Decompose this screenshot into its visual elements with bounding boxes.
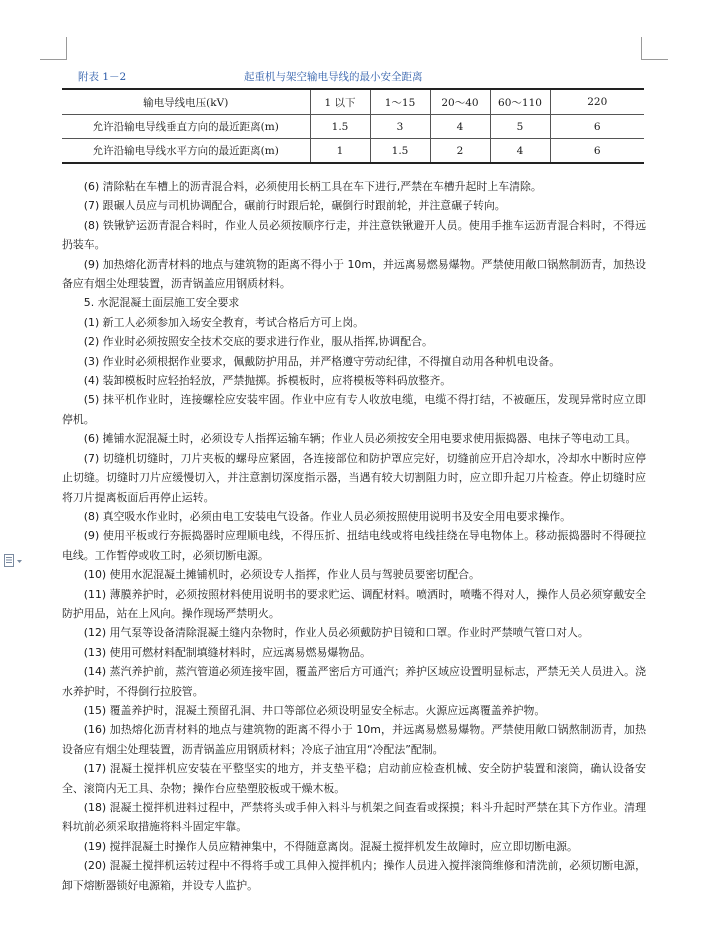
table-cell: 1 (310, 139, 370, 164)
table-cell: 输电导线电压(kV) (62, 89, 310, 115)
paragraph: (8) 真空吸水作业时，必须由电工安装电气设备。作业人员必须按照使用说明书及安全用电要求操作。 (83, 509, 571, 523)
table-cell: 3 (370, 115, 430, 139)
table-cell: 5 (490, 115, 550, 139)
paragraph: (7) 切缝机切缝时，刀片夹板的螺母应紧固，各连接部位和防护罩应完好，切缝前应开启冷却水，冷却水中断时应停止切缝。切缝时刀片应缓慢切入，并注意割切深度指示器，当遇有较大切割阻力时，应立即升起刀片检查。停止切缝时应将刀片提离板面后再停止运转。 (62, 451, 646, 504)
paragraph: (19) 搅拌混凝土时操作人员应精神集中，不得随意离岗。混凝土搅拌机发生故障时，应立即切断电源。 (83, 839, 578, 853)
document-icon[interactable] (3, 553, 25, 567)
table-number: 附表 1－2 (78, 71, 127, 83)
paragraph: (12) 用气泵等设备清除混凝土缝内杂物时，作业人员必须戴防护目镜和口罩。作业时严禁喷气管口对人。 (83, 626, 589, 640)
paragraph: (11) 薄膜养护时，必须按照材料使用说明书的要求贮运、调配材料。喷洒时，喷嘴不得对人，操作人员必须穿戴安全防护用品，站在上风向。操作现场严禁明火。 (62, 587, 646, 620)
paragraph: (17) 混凝土搅拌机应安装在平整坚实的地方，并支垫平稳；启动前应检查机械、安全防护装置和滚筒，确认设备安全、滚筒内无工具、杂物；操作台应垫塑胶板或干燥木板。 (62, 762, 646, 795)
crop-mark-top-left (40, 37, 67, 60)
paragraph: (10) 使用水泥混凝土摊铺机时，必须设专人指挥，作业人员与驾驶员要密切配合。 (83, 568, 480, 582)
document-body (62, 177, 646, 895)
paragraph: (20) 混凝土搅拌机运转过程中不得将手或工具伸入搅拌机内；操作人员进入搅拌滚筒维修和清洗前，必须切断电源，卸下熔断器锁好电源箱，并设专人监护。 (62, 859, 646, 892)
table-cell: 1～15 (370, 89, 430, 115)
paragraph: (2) 作业时必须按照安全技术交底的要求进行作业，服从指挥,协调配合。 (83, 335, 433, 349)
table-cell: 4 (430, 115, 490, 139)
table-cell: 1.5 (370, 139, 430, 164)
table-row (62, 139, 644, 164)
table-cell: 60～110 (490, 89, 550, 115)
paragraph: (8) 铁锹铲运沥青混合料时，作业人员必须按顺序行走，并注意铁锹避开人员。使用手推车运沥青混合料时，不得远扔装车。 (62, 218, 646, 252)
paragraph: (16) 加热熔化沥青材料的地点与建筑物的距离不得小于 10m，并远离易燃易爆物。严禁使用敞口锅熬制沥青，加热设备应有烟尘处理装置，沥青锅盖应用钢质材料；冷底子油宜用“冷配法”配制。 (62, 723, 646, 756)
table-row (62, 89, 644, 115)
table-cell: 2 (430, 139, 490, 164)
section-heading: 5. 水泥混凝土面层施工安全要求 (83, 296, 240, 310)
table-cell: 4 (490, 139, 550, 164)
table-cell: 220 (550, 89, 644, 115)
safety-distance-table (62, 88, 644, 164)
paragraph: (9) 加热熔化沥青材料的地点与建筑物的距离不得小于 10m，并远离易燃易爆物。严禁使用敞口锅熬制沥青，加热设备应有烟尘处理装置，沥青锅盖应用钢质材料。 (62, 257, 646, 291)
paragraph: (9) 使用平板或行夯振捣器时应理顺电线，不得压折、扭结电线或将电线挂绕在导电物体上。移动振捣器时不得硬拉电线。工作暂停或收工时，必须切断电源。 (62, 529, 646, 562)
paragraph: (1) 新工人必须参加入场安全教育，考试合格后方可上岗。 (83, 315, 365, 329)
table-caption (78, 69, 638, 85)
table-cell: 允许沿输电导线垂直方向的最近距离(m) (62, 115, 310, 139)
table-cell: 允许沿输电导线水平方向的最近距离(m) (62, 139, 310, 164)
paragraph: (15) 覆盖养护时，混凝土预留孔洞、井口等部位必须设明显安全标志。火源应远离覆盖养护物。 (83, 703, 546, 717)
paragraph: (6) 摊铺水泥混凝土时，必须设专人指挥运输车辆；作业人员必须按安全用电要求使用振捣器、电抹子等电动工具。 (83, 432, 637, 446)
paragraph: (3) 作业时必须根据作业要求，佩戴防护用品，并严格遵守劳动纪律，不得擅自动用各种机电设备。 (83, 354, 561, 368)
paragraph: (14) 蒸汽养护前，蒸汽管道必须连接牢固，覆盖严密后方可通汽；养护区域应设置明显标志，严禁无关人员进入。浇水养护时，不得倒行拉胶管。 (62, 665, 646, 698)
paragraph: (5) 抹平机作业时，连接螺栓应安装牢固。作业中应有专人收放电缆，电缆不得打结，不被砸压，发现异常时应立即停机。 (62, 393, 646, 426)
table-cell: 1 以下 (310, 89, 370, 115)
table-cell: 1.5 (310, 115, 370, 139)
paragraph: (13) 使用可燃材料配制填缝材料时，应远离易燃易爆物品。 (83, 645, 371, 659)
table-title: 起重机与架空输电导线的最小安全距离 (244, 71, 423, 83)
table-cell: 20～40 (430, 89, 490, 115)
paragraph: (18) 混凝土搅拌机进料过程中，严禁将头或手伸入料斗与机架之间查看或探摸；料斗升起时严禁在其下方作业。清理料坑前必须采取措施将料斗固定牢靠。 (62, 801, 646, 834)
paragraph: (4) 装卸模板时应轻抬轻放，严禁抛掷。拆模板时，应将模板等料码放整齐。 (83, 374, 452, 388)
table-row (62, 115, 644, 139)
paragraph: (6) 清除粘在车槽上的沥青混合料，必须使用长柄工具在车下进行,严禁在车槽升起时上车清除。 (83, 180, 542, 193)
crop-mark-top-right (641, 37, 668, 60)
table-cell: 6 (550, 115, 644, 139)
paragraph: (7) 跟碾人员应与司机协调配合，碾前行时跟后轮，碾倒行时跟前轮，并注意碾子转向。 (83, 199, 506, 213)
table-cell: 6 (550, 139, 644, 164)
